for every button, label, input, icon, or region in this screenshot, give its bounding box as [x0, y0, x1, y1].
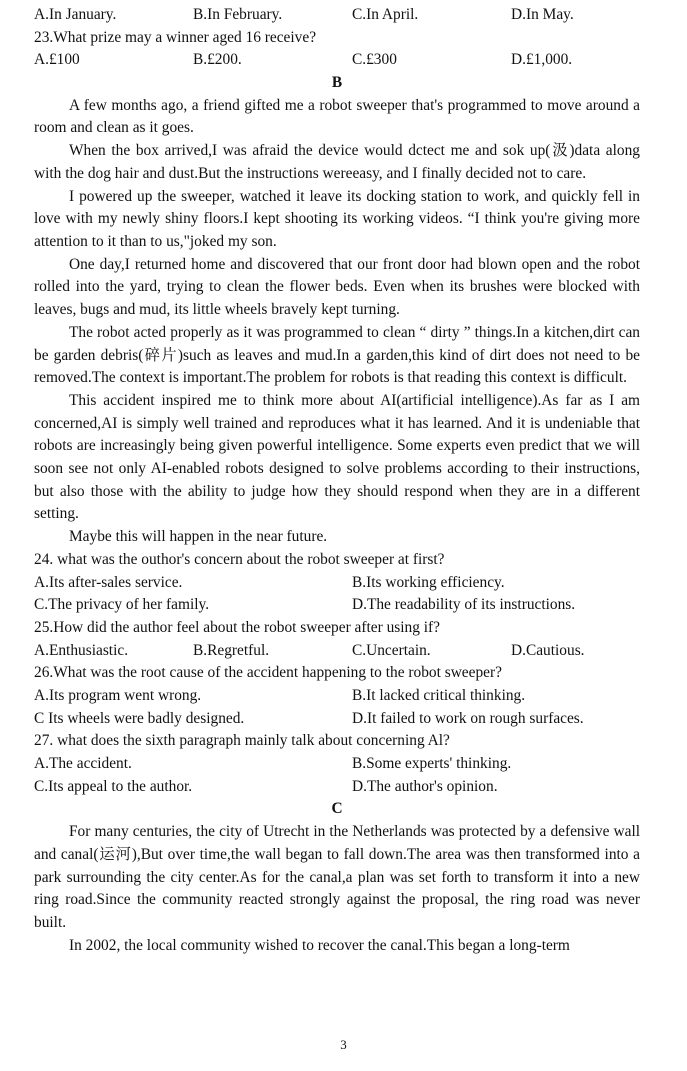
q22-option-d: D.In May. [511, 6, 574, 23]
exam-page [34, 4, 640, 957]
q27-option-c: C.Its appeal to the author. [34, 777, 193, 795]
q26-options-row-1 [34, 685, 640, 708]
q23-option-d: D.£1,000. [511, 51, 573, 69]
q24-option-c: C.The privacy of her family. [34, 596, 210, 614]
q22-option-a: A.In January. [34, 6, 117, 23]
section-c-heading: C [331, 800, 343, 818]
q24-option-b: B.Its working efficiency. [352, 573, 505, 591]
q25-options [34, 640, 640, 663]
section-c-paragraph-1: For many centuries, the city of Utrecht in the Netherlands was protected by a defensive wall and canal(运河),But over time,the wall began to fall down.The area was then transformed into a park surrounding the city center.As for the canal,a plan was set forth to transform it into a new ring road.Since the community reacted strongly against the proposal, the ring road was never built. [34, 823, 640, 931]
section-c-paragraph-2: In 2002, the local community wished to recover the canal.This began a long-term [69, 936, 570, 954]
q22-options [34, 4, 640, 27]
q25-option-d: D.Cautious. [511, 641, 585, 659]
q26-option-c: C Its wheels were badly designed. [34, 709, 245, 727]
q26-options-row-2 [34, 708, 640, 731]
q24-option-d: D.The readability of its instructions. [352, 596, 576, 614]
q23-option-b: B.£200. [193, 51, 242, 69]
q26-question: 26.What was the root cause of the accident happening to the robot sweeper? [34, 664, 502, 682]
q26-option-a: A.Its program went wrong. [34, 687, 202, 705]
q27-option-b: B.Some experts' thinking. [352, 755, 512, 773]
section-b-paragraph-6: This accident inspired me to think more about AI(artificial intelligence).As far as I am concerned,AI is simply well trained and reproduces what it has learned. And it is undeniable that robots are increasingly being given powerful intelligence. Some experts even predict that we will soon see not only AI-enabled robots designed to solve problems according to their instructions, but also those with the ability to judge how they should respond when they are in a different setting. [34, 391, 640, 523]
q27-options-row-1 [34, 753, 640, 776]
q27-option-a: A.The accident. [34, 755, 132, 773]
section-b-heading: B [331, 74, 343, 92]
q27-option-d: D.The author's opinion. [352, 777, 498, 795]
q23-options [34, 49, 640, 72]
section-b-paragraph-5: The robot acted properly as it was programmed to clean “ dirty ” things.In a kitchen,dirt can be garden debris(碎片)such as leaves and mud.In a garden,this kind of dirt does not need to be removed.The context is important.The problem for robots is that reading this context is difficult. [34, 323, 640, 387]
q22-option-b: B.In February. [193, 6, 283, 23]
q23-option-a: A.£100 [34, 51, 80, 69]
q27-options-row-2 [34, 776, 640, 799]
q27-question: 27. what does the sixth paragraph mainly talk about concerning Al? [34, 732, 450, 750]
q24-option-a: A.Its after-sales service. [34, 573, 183, 591]
q25-option-b: B.Regretful. [193, 641, 270, 659]
q26-option-d: D.It failed to work on rough surfaces. [352, 709, 584, 727]
section-b-paragraph-4: One day,I returned home and discovered that our front door had blown open and the robot rolled into the yard, trying to clean the flower beds. Even when its brushes were blocked with leaves, bugs and mud, its little wheels bravely kept turning. [34, 255, 640, 319]
section-b-paragraph-7: Maybe this will happen in the near future. [69, 528, 328, 546]
section-b-paragraph-3: I powered up the sweeper, watched it leave its docking station to work, and quickly fell in love with my newly shiny floors.I kept shooting its working videos. “I think you're giving more attention to it than to us,"joked my son. [34, 187, 640, 250]
q22-option-c: C.In April. [352, 6, 419, 23]
q24-options-row-2 [34, 594, 640, 617]
section-b-paragraph-2: When the box arrived,I was afraid the device would dctect me and sok up(汲)data along with the dog hair and dust.But the instructions wereeasy, and I finally decided not to care. [34, 142, 640, 182]
q24-question: 24. what was the outhor's concern about the robot sweeper at first? [34, 550, 445, 568]
section-b-paragraph-1: A few months ago, a friend gifted me a robot sweeper that's programmed to move around a room and clean as it goes. [34, 96, 640, 137]
q26-option-b: B.It lacked critical thinking. [352, 687, 526, 705]
q25-option-a: A.Enthusiastic. [34, 641, 129, 659]
page-number: 3 [340, 1037, 347, 1052]
q23-option-c: C.£300 [352, 51, 397, 69]
q24-options-row-1 [34, 572, 640, 595]
q23-question: 23.What prize may a winner aged 16 receive? [34, 28, 317, 46]
q25-question: 25.How did the author feel about the robot sweeper after using if? [34, 618, 441, 636]
q25-option-c: C.Uncertain. [352, 641, 431, 659]
